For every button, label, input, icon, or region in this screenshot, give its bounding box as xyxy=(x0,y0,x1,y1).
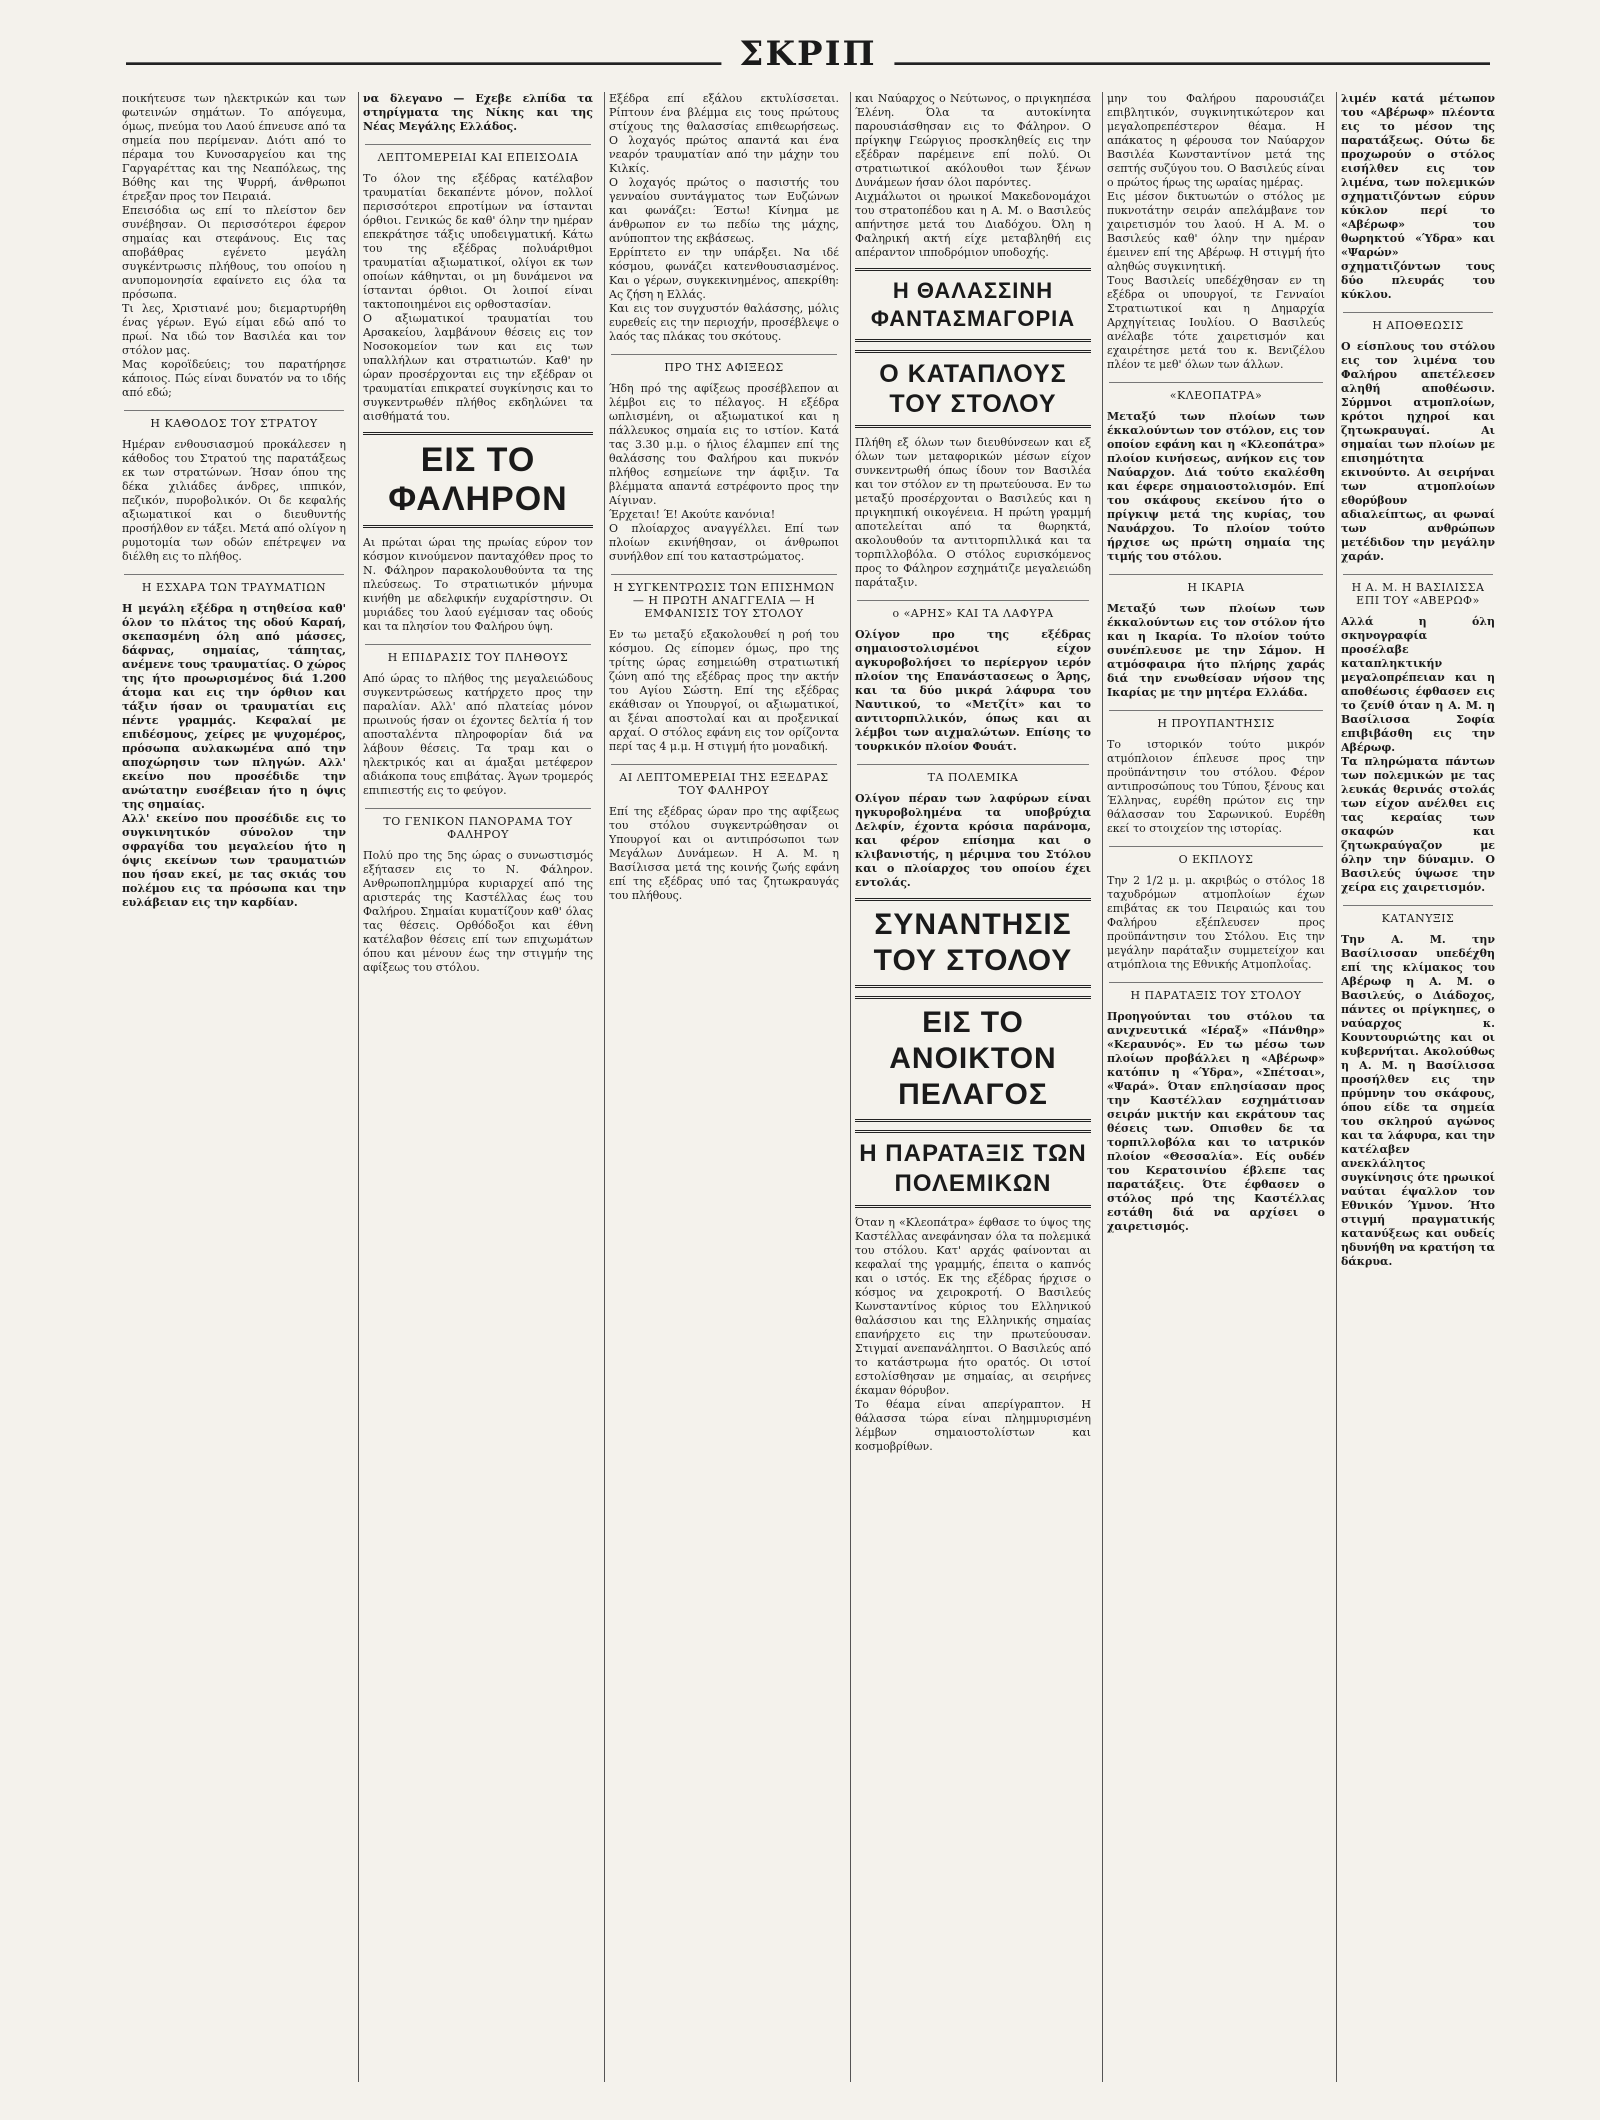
section-heading: ΤΑ ΠΟΛΕΜΙΚΑ xyxy=(857,764,1089,784)
section-heading: ο «ΑΡΗΣ» ΚΑΙ ΤΑ ΛΑΦΥΡΑ xyxy=(857,600,1089,620)
article-paragraph: Μεταξύ των πλοίων των έκκαλούντων εις τον στόλον ήτο και η Ικαρία. Το πλοίον τούτο συνέπλευσε με την Σάμον. Η ατμόσφαιρα ήτο πλήρης χαράς διά την ενωθείσαν νήσον της Ικαρίας με την μητέρα Ελλάδα. xyxy=(1107,602,1325,699)
section-heading: Η ΠΑΡΑΤΑΞΙΣ ΤΟΥ ΣΤΟΛΟΥ xyxy=(1109,982,1323,1002)
article-paragraph: Το ιστορικόν τούτο μικρόν ατμόπλοιον έπλευσε προς την προϋπάντησιν του στόλου. Φέρον αντιπροσώπους του Τύπου, ξένους και Έλληνας, ευρέθη πρώτον εις την θάλασσαν του Σαρωνικού. Ευρέθη εκεί το στοιχείον της ιστορίας. xyxy=(1107,738,1325,835)
article-paragraph: Ο αξιωματικοί τραυματίαι του Αρσακείου, λαμβάνουν θέσεις εις τον Νοσοκομείον των και εις των υπαλλήλων και στρατιωτών. Καθ' ην ώραν προσέρχονται εις την εξέδραν οι τραυματίαι επικρατεί συγκίνησις και το συγκεντρωθέν πλήθος εκδηλώνει τα αισθήματά του. xyxy=(363,312,593,423)
column-5 xyxy=(1102,92,1329,2082)
article-paragraph: Η μεγάλη εξέδρα η στηθείσα καθ' όλον το πλάτος της οδού Καραή, σκεπασμένη όλη από μάσσες, δάφνας, σημαίας, τάπητας, ανέμενε τους τραυματίας. Ο χώρος της ήτο προωρισμένος διά 1.200 άτομα και εις την όρθιον και τάξιν ήσαν οι τραυματίαι εις πέντε γραμμάς. Κεφαλαί με επιδέσμους, χείρες με ψυχομέρος, πρόσωπα αυλακωμένα από την αποχώρησιν των πληγών. Αλλ' εκείνο που προσέδιδε την ανώτατην ευσέβειαν ήτο η όψις της σημαίας. xyxy=(122,602,346,811)
banner-headline: Ο ΚΑΤΑΠΛΟΥΣ ΤΟΥ ΣΤΟΛΟΥ xyxy=(855,350,1091,428)
article-paragraph: Όταν η «Κλεοπάτρα» έφθασε το ύψος της Καστέλλας ανεφάνησαν όλα τα πολεμικά του στόλου. Κατ' αρχάς φαίνονται αι κεφαλαί της γραμμής, έπειτα ο καπνός και ο ιστός. Εκ της εξέδρας ήρχισε ο κόσμος να χειροκροτή. Ο Βασιλεύς Κωνσταντίνος κύριος του Ελληνικού θαλάσσιου και της Ελληνικής σημαίας επανήρχετο εις την πρωτεύουσαν. Στιγμαί ανεπανάληπτοι. Ο Βασιλεύς από το κατάστρωμα ήτο ορατός. Οι ιστοί εστολίσθησαν με σημαίας, αι σειρήνες έκαμαν θόρυβον. xyxy=(855,1216,1091,1397)
article-paragraph: Έρχεται! Έ! Ακούτε κανόνια! xyxy=(609,508,776,521)
article-paragraph: Αλλά η όλη σκηνογραφία προσέλαβε καταπληκτικήν μεγαλοπρέπειαν και η αποθέωσις έφθασεν εις το ζενίθ όταν η Α. Μ. η Βασίλισσα Σοφία επιβιβάσθη εις την Αβέρωφ. xyxy=(1341,615,1495,754)
column-6 xyxy=(1336,92,1499,2082)
article-paragraph: Εξέδρα επί εξάλου εκτυλίσσεται. Ρίπτουν ένα βλέμμα εις τους πρώτους στίχους της θαλασσίας επιθεωρήσεως. Ο λοχαγός πρώτος απαντά και ένα νεαρόν τραυματίαν από την μάχην του Κιλκίς. xyxy=(609,92,839,175)
section-heading: Η ΠΡΟΥΠΑΝΤΗΣΙΣ xyxy=(1109,710,1323,730)
article-paragraph: Ο λοχαγός πρώτος ο πασιστής του γενναίου συντάγματος των Ευζώνων και φωνάζει: Έστω! Κίνημα με άνθρωπον εν τω πεδίω της μάχης, ανύποπτον της εκβάσεως. xyxy=(609,176,839,245)
article-paragraph: Πλήθη εξ όλων των διευθύνσεων και εξ όλων των μεταφορικών μέσων είχον συνκεντρωθή όπως ίδουν τον Βασιλέα και τον στόλον εν τη πρωτεύουσα. Εν τω μεταξύ προσέρχονται ο Βασιλεύς και η πριγκηπική οικογένεια. Η πρώτη γραμμή αποτελείται από τα θωρηκτά, ακολουθούν τα αντιτορπιλλικά και τα τορπιλλοβόλα. Ο στόλος ευρισκόμενος προς το Φάληρον εσχημάτιζε μεγαλειώδη παράταξιν. xyxy=(855,436,1091,589)
newspaper-page xyxy=(118,92,1498,2082)
banner-headline: Η ΘΑΛΑΣΣΙΝΗ ΦΑΝΤΑΣΜΑΓΟΡΙΑ xyxy=(855,268,1091,342)
section-heading: Η ΕΠΙΔΡΑΣΙΣ ΤΟΥ ΠΛΗΘΟΥΣ xyxy=(365,644,591,664)
article-paragraph: Από ώρας το πλήθος της μεγαλειώδους συγκεντρώσεως κατήρχετο προς την παραλίαν. Αλλ' από πλατείας μόνον πρωινούς ήσαν οι έχοντες δελτία ή τον αποσταλέντα πληροφορίαν διά να λάβουν θέσεις. Τα τραμ και ο ηλεκτρικός και αι άμαξαι μετέφερον αδιάκοπα τους επιβάτας. Άγων τρομερός επιπιεστής εις το φεύγον. xyxy=(363,672,593,797)
section-heading: «ΚΛΕΟΠΑΤΡΑ» xyxy=(1109,382,1323,402)
banner-headline: ΣΥΝΑΝΤΗΣΙΣ ΤΟΥ ΣΤΟΛΟΥ xyxy=(855,898,1091,988)
banner-headline: Η ΠΑΡΑΤΑΞΙΣ ΤΩΝ ΠΟΛΕΜΙΚΩΝ xyxy=(855,1130,1091,1208)
article-paragraph: Επεισόδια ως επί το πλείστον δεν συνέβησαν. Οι περισσότεροι έφερον σημαίας και στεφάνους. Εις τας αποβάθρας εγένετο μεγάλη συγκέντρωσις πλήθους, του οποίου η ανυπομονησία εφαίνετο εις όλα τα πρόσωπα. xyxy=(122,204,346,301)
article-paragraph: Τα πληρώματα πάντων των πολεμικών με τας λευκάς θερινάς στολάς των είχον ανέλθει εις τας κεραίας των σκαφών και ζητωκραύγαζον με όλην την δύναμιν. Ο Βασιλεύς ύψωσε την χείρα εις χαιρετισμόν. xyxy=(1341,755,1495,894)
article-paragraph: Ολίγον πέραν των λαφύρων είναι ηγκυροβολημένα τα υποβρύχια Δελφίν, έχοντα κρόσια παράνομα, και φέρον επίσημα και ο κλιβανιστής, η μέριμνα του Στόλου και ο πλοίαρχος του οποίου έχει εντολάς. xyxy=(855,792,1091,889)
column-2 xyxy=(358,92,597,2082)
banner-headline: ΕΙΣ ΤΟ ΦΑΛΗΡΟΝ xyxy=(363,432,593,528)
column-3 xyxy=(604,92,843,2082)
article-paragraph: Εν τω μεταξύ εξακολουθεί η ροή του κόσμου. Ως είπομεν όμως, προ της τρίτης ώρας εσημειώθη στρατιωτική ζώνη από της εξέδρας προς την ακτήν του Αγίου Σώστη. Επί της εξέδρας εκάθισαν οι Υπουργοί, οι αξιωματικοί, αι ξέναι αποστολαί και αι προξενικαί αρχαί. Ο στόλος εφάνη εις τον ορίζοντα περί τας 4 μ.μ. Η στιγμή ήτο μοναδική. xyxy=(609,628,839,753)
article-paragraph: Ημέραν ενθουσιασμού προκάλεσεν η κάθοδος του Στρατού της παρατάξεως εκ των στρατώνων. Ήσαν όπου της δέκα χιλιάδες άνδρες, ιππικόν, πεζικόν, πυροβολικόν. Οι δε κεφαλής αξιωματικοί και ο διευθυντής προσήλθον εν τάξει. Μετά από ολίγον η ρυμοτομία των οδών επέτρεψεν να διέλθη εις το πλήθος. xyxy=(122,438,346,563)
article-paragraph: Ο είσπλους του στόλου εις τον λιμένα του Φαλήρου απετέλεσεν αληθή αποθέωσιν. Σύρμνοι ατμοπλοίων, κρότοι ηχηροί και ζητωκραυγαί. Αι σημαίαι των πλοίων με επισημότητα εκινούντο. Αι σειρήναι των ατμοπλοίων εθορύβουν αδιαλείπτως, αι φωναί των ανθρώπων μετέδιδον την μεγάλην χαράν. xyxy=(1341,340,1495,563)
article-paragraph: μην του Φαλήρου παρουσιάζει επιβλητικόν, συγκινητικώτερον και μεγαλοπρεπέστερον θέαμα. Η απάκατος η φέρουσα τον Ναύαρχον Βασιλέα Κωνσταντίνον μετά της σεπτής συζύγου του. Ο Βασιλεύς είναι ο πρώτος ήρως της ωραίας ημέρας. xyxy=(1107,92,1325,189)
article-paragraph: Το όλον της εξέδρας κατέλαβον τραυματίαι δεκαπέντε μόνον, πολλοί περισσότεροι επροτίμων να ίστανται όρθιοι. Γενικώς δε καθ' όλην την ημέραν επεκράτησε τάξις υποδειγματική. Κάτω του της εξέδρας πολυάριθμοι τραυματίαι αξιωματικοί, ολίγοι εκ των οποίων κάθηνται, οι μη δυνάμενοι να ίστανται όρθιοι. Οι λοιποί είναι τακτοποιημένοι εις ορθοστασίαν. xyxy=(363,172,593,311)
article-paragraph: Ο πλοίαρχος αναγγέλλει. Επί των πλοίων εκινήθησαν, οι άνθρωποι συνήλθον επί του καταστρώματος. xyxy=(609,522,839,563)
section-heading: ΛΕΠΤΟΜΕΡΕΙΑΙ ΚΑΙ ΕΠΕΙΣΟΔΙΑ xyxy=(365,144,591,164)
article-paragraph: και Ναύαρχος ο Νεύτωνος, ο πριγκηπέσα Έλένη. Όλα τα αυτοκίνητα παρουσιάσθησαν εις το Φάληρον. Ο πρίγκηψ Γεώργιος προσκληθείς εις την εξέδραν παρέμεινε επί πολύ. Οι στρατιωτικοί ακόλουθοι των ξένων Δυνάμεων ήσαν όλοι παρόντες. xyxy=(855,92,1091,189)
article-paragraph: Τους Βασιλείς υπεδέχθησαν εν τη εξέδρα οι υπουργοί, τε Γενναίοι Στρατιωτικοί και η Δημαρχία Αρχηγίτειας Ιουλίου. Ο Βασιλεύς ανέλαβε τότε χαιρετισμόν και εχαιρέτησε μετά του κ. Βενιζέλου πλέον τε μεθ' όλων των άλλων. xyxy=(1107,274,1325,371)
article-paragraph: Αι πρώται ώραι της πρωίας εύρον τον κόσμον κινούμενον πανταχόθεν προς το Ν. Φάληρον παρακολουθούντα τα της πλεύσεως. Το στρατιωτικόν μήνυμα κινήθη με αδελφικήν ευχαρίστησιν. Οι μυριάδες του λαού εγέμισαν τας οδούς και τα πλησίον του Φαλήρου ύψη. xyxy=(363,536,593,633)
article-paragraph: λιμέν κατά μέτωπον του «Αβέρωφ» πλέοντα εις το μέσον της παρατάξεως. Ούτω δε προχωρούν ο στόλος εισήλθεν εις τον λιμένα, των πολεμικών σχηματιζόντων εύρυν κύκλον περί το «Αβέρωφ» του θωρηκτού «Ύδρα» και «Ψαρών» σχηματιζόντων τους δύο πλευράς του κύκλου. xyxy=(1341,92,1495,301)
section-heading: ΚΑΤΑΝΥΞΙΣ xyxy=(1343,905,1493,925)
section-heading: Η Α. Μ. Η ΒΑΣΙΛΙΣΣΑ ΕΠΙ ΤΟΥ «ΑΒΕΡΩΦ» xyxy=(1343,574,1493,607)
section-heading: ΠΡΟ ΤΗΣ ΑΦΙΞΕΩΣ xyxy=(611,354,837,374)
article-paragraph: Εις μέσον δικτυωτών ο στόλος με πυκνοτάτην σειράν απελάμβανε τον χαιρετισμόν του λαού. Η Α. Μ. ο Βασιλεύς καθ' όλην την ημέραν έμεινεν επί της Αβέρωφ. Η στιγμή ήτο αληθώς συγκινητική. xyxy=(1107,190,1325,273)
article-paragraph: Αλλ' εκείνο που προσέδιδε εις το συγκινητικόν σύνολον την σφραγίδα του μεγαλείου ήτο η όψις εκείνων των τραυματιών που ήσαν εκεί, με τας σκιάς του πολέμου εις τα πρόσωπα και την ευλάβειαν εις την καρδίαν. xyxy=(122,812,346,909)
article-paragraph: Ερρίπτετο εν την υπάρξει. Να ιδέ κόσμου, φωνάζει κατενθουσιασμένος. Και ο γέρων, συγκεκινημένος, απεκρίθη: Ας ζήση η Ελλάς. xyxy=(609,246,839,301)
section-heading: ΑΙ ΛΕΠΤΟΜΕΡΕΙΑΙ ΤΗΣ ΕΞΕΔΡΑΣ ΤΟΥ ΦΑΛΗΡΟΥ xyxy=(611,764,837,797)
article-paragraph: Την 2 1/2 μ. μ. ακριβώς ο στόλος 18 ταχυδρόμων ατμοπλοίων έχων επιβάτας εκ του Πειραιώς και του Φαλήρου εξέπλευσεν προς προϋπάντησιν του Στόλου. Εις την μεγάλην παράταξιν συμμετείχον και ατμόπλοια της Εθνικής Ατμοπλοΐας. xyxy=(1107,874,1325,971)
section-heading: Η ΕΣΧΑΡΑ ΤΩΝ ΤΡΑΥΜΑΤΙΩΝ xyxy=(124,574,344,594)
article-paragraph: να δλεγανο — Εχεβε ελπίδα τα στηρίγματα της Νίκης και της Νέας Μεγάλης Ελλάδος. xyxy=(363,92,593,133)
article-paragraph: Τι λες, Χριστιανέ μου; διεμαρτυρήθη ένας γέρων. Εγώ είμαι εδώ από το πρωί. Να ιδώ τον Βασιλέα και τον στόλον μας. xyxy=(122,302,346,357)
column-1 xyxy=(118,92,350,2082)
masthead xyxy=(118,34,1498,78)
banner-headline: ΕΙΣ ΤΟ ΑΝΟΙΚΤΟΝ ΠΕΛΑΓΟΣ xyxy=(855,996,1091,1122)
article-paragraph: Προηγούνται του στόλου τα ανιχνευτικά «Ιέραξ» «Πάνθηρ» «Κεραυνός». Εν τω μέσω των πλοίων προβάλλει η «Αβέρωφ» κατόπιν η «Ύδρα», «Σπέτσαι», «Ψαρά». Όταν επλησίασαν προς την Καστέλλαν εσχημάτισαν σειράν μικτήν και εκράτουν τας θέσεις των. Οπισθεν δε τα τορπιλλοβόλα και το ιατρικόν πλοίον «Θεσσαλία». Είς ουδέν του Κερατσινίου έβλεπε τας παρατάξεις. Ότε έφθασεν ο στόλος πρό της Καστέλλας εστάθη διά να αρχίσει ο χαιρετισμός. xyxy=(1107,1010,1325,1233)
article-paragraph: Μεταξύ των πλοίων των έκκαλούντων τον στόλον, εις τον οποίον εφάνη και η «Κλεοπάτρα» πλοίον κινήσεως, ανήκον εις τον Ναύαρχον. Διά τούτο εκαλέσθη και έφερε σημαιοστολισμόν. Επί του σκάφους εκείνου ήτο ο πρίγκιψ μετά της κυρίας, του Ναυάρχου. Το πλοίον τούτο ήρχισε ως πρώτη σημαία της τιμής του στόλου. xyxy=(1107,410,1325,563)
section-heading: ΤΟ ΓΕΝΙΚΟΝ ΠΑΝΟΡΑΜΑ ΤΟΥ ΦΑΛΗΡΟΥ xyxy=(365,808,591,841)
article-paragraph: Πολύ προ της 5ης ώρας ο συνωστισμός εξήτασεν εις το Ν. Φάληρον. Ανθρωποπλημμύρα κυριαρχεί από της αριστεράς της Καστέλλας έως του Φαλήρου. Σημαίαι κυματίζουν καθ' όλας τας θέσεις. Ορθόδοξοι και έθνη κατέλαβον θέσεις επί των επιχωμάτων όπου και μένουν έως την στιγμήν της αφίξεως του στόλου. xyxy=(363,849,593,974)
column-4 xyxy=(850,92,1095,2082)
section-heading: Ο ΕΚΠΛΟΥΣ xyxy=(1109,846,1323,866)
article-paragraph: Το θέαμα είναι απερίγραπτον. Η θάλασσα τώρα είναι πλημμυρισμένη λέμβων σημαιοστολίστων και κοσμοβρίθων. xyxy=(855,1398,1091,1453)
article-paragraph: Αιχμάλωτοι οι ηρωικοί Μακεδονομάχοι του στρατοπέδου και η Α. Μ. ο Βασιλεύς απήντησε μετά του Διαδόχου. Όλη η Φαληρική ακτή είχε μεταβληθή εις απέραντον ιπποδρόμιον υποδοχής. xyxy=(855,190,1091,259)
article-paragraph: Μας κοροϊδεύεις; του παρατήρησε κάποιος. Πώς είναι δυνατόν να το ιδής από εδώ; xyxy=(122,358,346,399)
article-paragraph: Επί της εξέδρας ώραν προ της αφίξεως του στόλου συγκεντρώθησαν οι Υπουργοί και οι αντιπρόσωποι των Μεγάλων Δυνάμεων. Η Α. Μ. η Βασίλισσα μετά της κοινής ζωής εφάνη επί της εξέδρας υπό τας ζητωκραυγάς του πλήθους. xyxy=(609,805,839,902)
article-paragraph: Την Α. Μ. την Βασίλισσαν υπεδέχθη επί της κλίμακος του Αβέρωφ η Α. Μ. ο Βασιλεύς, ο Διάδοχος, πάντες οι πρίγκηπες, ο ναύαρχος κ. Κουντουριώτης και οι κυβερνήται. Ακολούθως η Α. Μ. η Βασίλισσα προσήλθεν εις την πρύμνην του σκάφους, όπου είδε τα σημεία του σκληρού αγώνος και τα λάφυρα, και την κατέλαβεν ανεκλάλητος συγκίνησις ότε ηρωικοί ναύται έψαλλον τον Εθνικόν Ύμνον. Ήτο στιγμή πραγματικής κατανύξεως και ουδείς ηδυνήθη να κρατήση τα δάκρυα. xyxy=(1341,933,1495,1268)
section-heading: Η ΚΑΘΟΔΟΣ ΤΟΥ ΣΤΡΑΤΟΥ xyxy=(124,410,344,430)
article-paragraph: Ήδη πρό της αφίξεως προσέβλεπον αι λέμβοι εις το πέλαγος. Η εξέδρα ωπλισμένη, οι αξιωματικοί και η πάλλευκος σημαία εις το ιστίον. Κατά τας 3.30 μ.μ. ο ήλιος έλαμπεν επί της θαλάσσης του Φαλήρου και πυκνόν πλήθος εσημείωνε την άφιξιν. Τα βλέμματα απαντά εστρέφοντο προς την Αίγιναν. xyxy=(609,382,839,507)
section-heading: Η ΑΠΟΘΕΩΣΙΣ xyxy=(1343,312,1493,332)
article-paragraph: Ολίγον προ της εξέδρας σημαιοστολισμένοι είχον αγκυροβολήσει το περίεργον ιερόν πλοίον της Επανάστασεως ο Άρης, και τα δύο μικρά λάφυρα του Ναυτικού, το «Μετζίτ» και το αντιτορπιλλικόν, όπως και αι λέμβοι των αιχμαλώτων. Επίσης το τουρκικόν πλοίον Φουάτ. xyxy=(855,628,1091,753)
newspaper-title: ΣΚΡΙΠ xyxy=(721,34,894,74)
section-heading: Η ΙΚΑΡΙΑ xyxy=(1109,574,1323,594)
section-heading: Η ΣΥΓΚΕΝΤΡΩΣΙΣ ΤΩΝ ΕΠΙΣΗΜΩΝ — Η ΠΡΩΤΗ ΑΝΑΓΓΕΛΙΑ — Η ΕΜΦΑΝΙΣΙΣ ΤΟΥ ΣΤΟΛΟΥ xyxy=(611,574,837,620)
article-paragraph: ποικήτευσε των ηλεκτρικών και των φωτεινών σημάτων. Το απόγευμα, όμως, πνεύμα του Λαού έπνευσε από τα σημεία που περίμεναν. Διότι από το πέραμα του Κυνοσαργείου και της Γαργαρέττας και της Νεαπόλεως, της Βόθης και της Ψυρρή, άνθρωποι έτρεξαν προς τον Πειραιά. xyxy=(122,92,346,203)
article-paragraph: Και εις τον συγχυστόν θαλάσσης, μόλις ευρεθείς εις την περιοχήν, προσέβλεψε ο λαός τας πλάκας του σκότους. xyxy=(609,302,839,343)
